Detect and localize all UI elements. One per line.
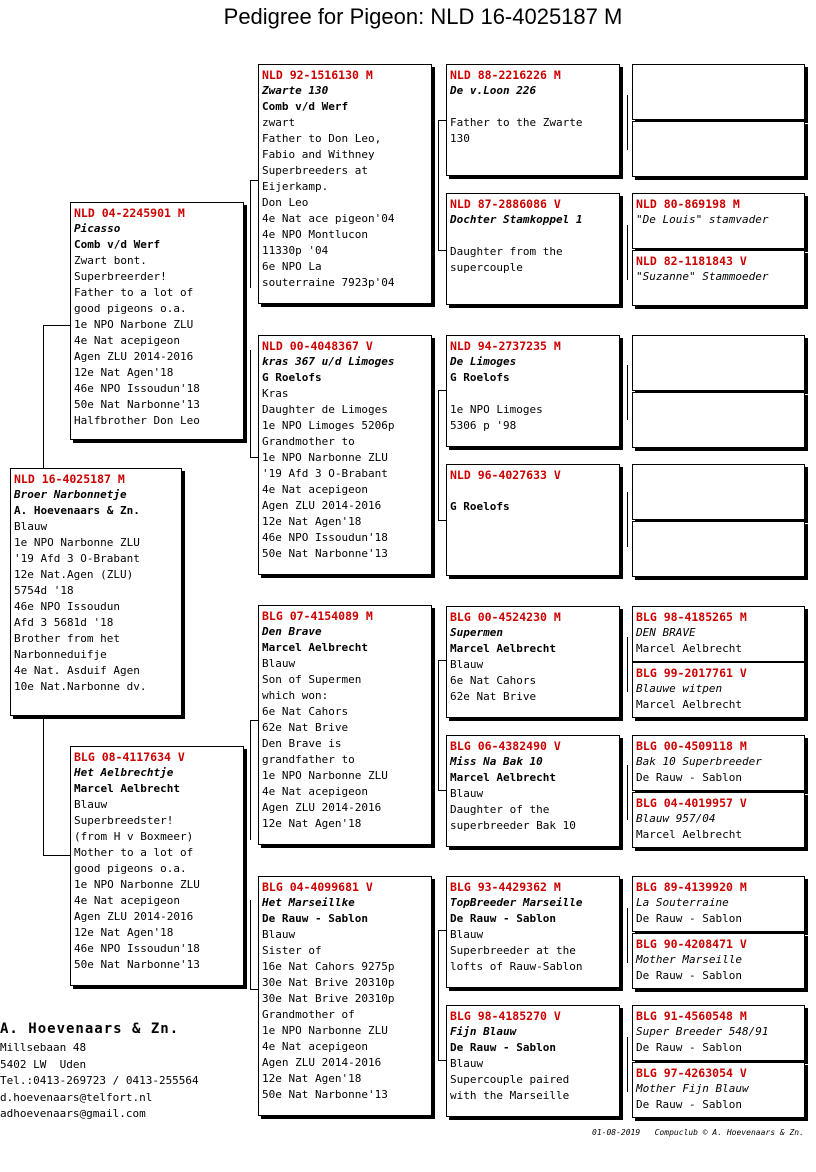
- pigeon-info-line: 30e Nat Brive 20310p: [262, 976, 395, 989]
- pigeon-card-dam[interactable]: [70, 746, 244, 986]
- breeder-email[interactable]: adhoevenaars@gmail.com: [0, 1107, 146, 1120]
- pigeon-card-gen4[interactable]: [632, 464, 805, 520]
- pigeon-info-line: Kras: [262, 387, 289, 400]
- pigeon-name: Bak 10 Superbreeder: [636, 755, 762, 768]
- pigeon-info-line: zwart: [262, 116, 296, 129]
- pigeon-info-line: 12e Nat Agen'18: [262, 1072, 362, 1085]
- pigeon-name: Blauw 957/04: [636, 812, 716, 825]
- pigeon-info-line: Blauw: [450, 787, 484, 800]
- connector-line: [627, 765, 628, 820]
- footer-credit: 01-08-2019 Compuclub © A. Hoevenaars & Zn.: [592, 1128, 804, 1137]
- pigeon-name: Miss Na Bak 10: [450, 755, 543, 768]
- pigeon-name: Dochter Stamkoppel 1: [450, 213, 583, 226]
- pigeon-info-line: 1e NPO Limoges 5206p: [262, 419, 395, 432]
- pigeon-card-gen4[interactable]: [632, 876, 805, 932]
- pigeon-owner: Marcel Aelbrecht: [636, 828, 742, 841]
- pigeon-card-gen3[interactable]: [446, 335, 620, 447]
- pigeon-owner: Marcel Aelbrecht: [74, 782, 180, 795]
- ring-number: NLD 00-4048367 V: [262, 339, 373, 353]
- pigeon-info-line: 46e NPO Issoudun'18: [74, 382, 200, 395]
- pigeon-info-line: Narbonneduifje: [14, 648, 107, 661]
- pigeon-owner: Comb v/d Werf: [74, 238, 161, 251]
- pigeon-card-dam-sire[interactable]: [258, 605, 432, 845]
- pigeon-name: Picasso: [74, 222, 121, 235]
- pigeon-info-line: Blauw: [14, 520, 48, 533]
- ring-number: NLD 16-4025187 M: [14, 472, 125, 486]
- ring-number: BLG 90-4208471 V: [636, 937, 747, 951]
- ring-number: NLD 87-2886086 V: [450, 197, 561, 211]
- pigeon-name: kras 367 u/d Limoges: [262, 355, 395, 368]
- connector-line: [438, 1060, 446, 1061]
- breeder-email[interactable]: d.hoevenaars@telfort.nl: [0, 1090, 153, 1104]
- pigeon-card-gen3[interactable]: [446, 464, 620, 576]
- connector-line: [250, 457, 258, 458]
- pigeon-info-line: with the Marseille: [450, 1089, 570, 1102]
- pigeon-owner: G Roelofs: [262, 371, 322, 384]
- pigeon-owner: De Rauw - Sablon: [636, 1098, 742, 1111]
- pigeon-info-line: Zwart bont.: [74, 254, 147, 267]
- pigeon-info-line: Daughter from the: [450, 245, 563, 258]
- connector-line: [250, 989, 258, 990]
- pigeon-name: Blauwe witpen: [636, 682, 723, 695]
- pigeon-card-gen3[interactable]: [446, 64, 620, 176]
- pigeon-info-line: Eijerkamp.: [262, 180, 329, 193]
- connector-line: [43, 716, 44, 856]
- connector-line: [438, 250, 446, 251]
- pigeon-info-line: Agen ZLU 2014-2016: [262, 801, 382, 814]
- pigeon-owner: Marcel Aelbrecht: [450, 771, 556, 784]
- ring-number: BLG 97-4263054 V: [636, 1066, 747, 1080]
- ring-number: NLD 96-4027633 V: [450, 468, 561, 482]
- pigeon-owner: De Rauw - Sablon: [262, 912, 368, 925]
- pigeon-name: La Souterraine: [636, 896, 729, 909]
- ring-number: BLG 00-4509118 M: [636, 739, 747, 753]
- ring-number: NLD 88-2216226 M: [450, 68, 561, 82]
- pigeon-info-line: 11330p '04: [262, 244, 329, 257]
- pigeon-info-line: 4e Nat ace pigeon'04: [262, 212, 395, 225]
- pigeon-info-line: 10e Nat.Narbonne dv.: [14, 680, 147, 693]
- pigeon-info-line: 12e Nat Agen'18: [74, 366, 174, 379]
- pigeon-owner: Marcel Aelbrecht: [262, 641, 368, 654]
- pigeon-info-line: superbreeder Bak 10: [450, 819, 576, 832]
- connector-line: [250, 350, 251, 458]
- connector-line: [438, 930, 446, 931]
- pigeon-name: Mother Fijn Blauw: [636, 1082, 749, 1095]
- pigeon-card-gen4[interactable]: [632, 335, 805, 391]
- pigeon-info-line: Father to a lot of: [74, 286, 194, 299]
- pigeon-info-line: [450, 386, 616, 402]
- connector-line: [438, 930, 439, 1060]
- ring-number: BLG 04-4099681 V: [262, 880, 373, 894]
- ring-number: BLG 00-4524230 M: [450, 610, 561, 624]
- pigeon-info-line: 16e Nat Cahors 9275p: [262, 960, 395, 973]
- pigeon-name: Het Aelbrechtje: [74, 766, 174, 779]
- pigeon-info-line: Son of Supermen: [262, 673, 362, 686]
- pigeon-name: Supermen: [450, 626, 503, 639]
- pigeon-info-line: 50e Nat Narbonne'13: [262, 547, 388, 560]
- pigeon-info-line: 46e NPO Issoudun: [14, 600, 120, 613]
- connector-line: [627, 1037, 628, 1092]
- pigeon-owner: De Rauw - Sablon: [636, 969, 742, 982]
- pigeon-info-line: 50e Nat Narbonne'13: [74, 958, 200, 971]
- pigeon-info-line: 4e Nat acepigeon: [74, 894, 180, 907]
- pigeon-info-line: Supercouple paired: [450, 1073, 570, 1086]
- ring-number: BLG 08-4117634 V: [74, 750, 185, 764]
- connector-line: [438, 790, 446, 791]
- ring-number: NLD 82-1181843 V: [636, 254, 747, 268]
- pigeon-name: Broer Narbonnetje: [14, 488, 127, 501]
- pigeon-info-line: which won:: [262, 689, 329, 702]
- ring-number: NLD 80-869198 M: [636, 197, 740, 211]
- pigeon-info-line: 4e Nat acepigeon: [262, 483, 368, 496]
- pigeon-card-gen4[interactable]: [632, 193, 805, 249]
- pigeon-info-line: 62e Nat Brive: [450, 690, 537, 703]
- pigeon-info-line: Blauw: [262, 657, 296, 670]
- connector-line: [438, 660, 439, 790]
- pigeon-info-line: 50e Nat Narbonne'13: [262, 1088, 388, 1101]
- pigeon-info-line: Blauw: [74, 798, 108, 811]
- pigeon-info-line: 12e Nat Agen'18: [262, 817, 362, 830]
- pigeon-card-gen4[interactable]: [632, 933, 805, 989]
- pigeon-info-line: 4e Nat. Asduif Agen: [14, 664, 140, 677]
- ring-number: BLG 98-4185265 M: [636, 610, 747, 624]
- pigeon-info-line: Agen ZLU 2014-2016: [74, 910, 194, 923]
- connector-line: [43, 855, 71, 856]
- pigeon-info-line: Blauw: [262, 928, 296, 941]
- pigeon-info-line: 6e Nat Cahors: [262, 705, 349, 718]
- connector-line: [438, 120, 446, 121]
- pigeon-name: Zwarte 130: [262, 84, 329, 97]
- pigeon-name: DEN BRAVE: [636, 626, 696, 639]
- pigeon-info-line: 1e NPO Narbone ZLU: [74, 318, 194, 331]
- pigeon-info-line: Blauw: [450, 658, 484, 671]
- pigeon-info-line: 12e Nat Agen'18: [262, 515, 362, 528]
- pigeon-info-line: Father to the Zwarte: [450, 116, 583, 129]
- pigeon-card-gen4[interactable]: [632, 1062, 805, 1118]
- pigeon-info-line: 46e NPO Issoudun'18: [74, 942, 200, 955]
- connector-line: [250, 720, 258, 721]
- pigeon-owner: De Rauw - Sablon: [450, 1041, 556, 1054]
- ring-number: NLD 94-2737235 M: [450, 339, 561, 353]
- pigeon-info-line: supercouple: [450, 261, 523, 274]
- pigeon-owner: De Rauw - Sablon: [636, 771, 742, 784]
- pigeon-card-gen4[interactable]: [632, 1005, 805, 1061]
- pigeon-info-line: Sister of: [262, 944, 322, 957]
- pigeon-owner: G Roelofs: [450, 500, 510, 513]
- pigeon-card-gen4[interactable]: [632, 521, 805, 577]
- pigeon-info-line: 4e Nat acepigeon: [262, 1040, 368, 1053]
- pigeon-info-line: 6e NPO La: [262, 260, 322, 273]
- ring-number: BLG 04-4019957 V: [636, 796, 747, 810]
- pigeon-info-line: Superbreedster!: [74, 814, 174, 827]
- pigeon-info-line: 5754d '18: [14, 584, 74, 597]
- connector-line: [250, 180, 251, 288]
- pigeon-owner: De Rauw - Sablon: [450, 912, 556, 925]
- pigeon-info-line: [450, 99, 616, 115]
- pigeon-card-gen3[interactable]: [446, 606, 620, 718]
- pigeon-info-line: Blauw: [450, 928, 484, 941]
- pigeon-info-line: '19 Afd 3 O-Brabant: [262, 467, 388, 480]
- pigeon-info-line: 1e NPO Limoges: [450, 403, 543, 416]
- connector-line: [627, 225, 628, 280]
- pigeon-card-gen4[interactable]: [632, 606, 805, 662]
- connector-line: [438, 520, 446, 521]
- pigeon-info-line: 12e Nat Agen'18: [74, 926, 174, 939]
- pigeon-info-line: Grandmother of: [262, 1008, 355, 1021]
- pigeon-name: De v.Loon 226: [450, 84, 537, 97]
- pigeon-card-gen4[interactable]: [632, 735, 805, 791]
- pigeon-card-gen3[interactable]: [446, 735, 620, 847]
- pigeon-info-line: 1e NPO Narbonne ZLU: [14, 536, 140, 549]
- connector-line: [438, 390, 439, 520]
- pigeon-card-subject[interactable]: [10, 468, 182, 716]
- pigeon-card-gen4[interactable]: [632, 662, 805, 718]
- pigeon-info-line: 1e NPO Narbonne ZLU: [74, 878, 200, 891]
- pigeon-info-line: grandfather to: [262, 753, 355, 766]
- pigeon-info-line: Superbreeders at: [262, 164, 368, 177]
- pigeon-info-line: 62e Nat Brive: [262, 721, 349, 734]
- pigeon-name: Mother Marseille: [636, 953, 742, 966]
- pigeon-info-line: Superbreerder!: [74, 270, 167, 283]
- connector-line: [43, 325, 44, 470]
- pigeon-owner: A. Hoevenaars & Zn.: [14, 504, 140, 517]
- connector-line: [438, 120, 439, 250]
- connector-line: [43, 325, 71, 326]
- pigeon-info-line: Grandmother to: [262, 435, 355, 448]
- pigeon-info-line: 6e Nat Cahors: [450, 674, 537, 687]
- pigeon-card-gen4[interactable]: [632, 250, 805, 306]
- pigeon-info-line: [450, 228, 616, 244]
- pigeon-card-gen4[interactable]: [632, 792, 805, 848]
- pigeon-owner: Comb v/d Werf: [262, 100, 349, 113]
- pigeon-info-line: 12e Nat.Agen (ZLU): [14, 568, 134, 581]
- ring-number: BLG 93-4429362 M: [450, 880, 561, 894]
- pigeon-info-line: 50e Nat Narbonne'13: [74, 398, 200, 411]
- connector-line: [250, 720, 251, 840]
- pigeon-info-line: Mother to a lot of: [74, 846, 194, 859]
- pigeon-info-line: 4e Nat acepigeon: [74, 334, 180, 347]
- pigeon-info-line: 4e NPO Montlucon: [262, 228, 368, 241]
- connector-line: [438, 390, 446, 391]
- connector-line: [250, 180, 258, 181]
- connector-line: [627, 637, 628, 692]
- ring-number: BLG 06-4382490 V: [450, 739, 561, 753]
- pigeon-name: Super Breeder 548/91: [636, 1025, 769, 1038]
- pigeon-info-line: (from H v Boxmeer): [74, 830, 194, 843]
- pigeon-name: Den Brave: [262, 625, 322, 638]
- pigeon-card-dam-dam[interactable]: [258, 876, 432, 1116]
- pigeon-card-sire-sire[interactable]: [258, 64, 432, 304]
- connector-line: [627, 365, 628, 420]
- spacer: [450, 483, 616, 499]
- pigeon-info-line: Fabio and Withney: [262, 148, 375, 161]
- ring-number: BLG 98-4185270 V: [450, 1009, 561, 1023]
- breeder-phone: Tel.:0413-269723 / 0413-255564: [0, 1074, 199, 1087]
- pigeon-owner: De Rauw - Sablon: [636, 912, 742, 925]
- pigeon-info-line: 130: [450, 132, 470, 145]
- pigeon-name: TopBreeder Marseille: [450, 896, 583, 909]
- pigeon-info-line: Brother from het: [14, 632, 120, 645]
- pigeon-name: "De Louis" stamvader: [636, 213, 769, 226]
- breeder-name: A. Hoevenaars & Zn.: [0, 1021, 180, 1037]
- pigeon-card-sire-dam[interactable]: [258, 335, 432, 575]
- pigeon-info-line: Superbreeder at the: [450, 944, 576, 957]
- ring-number: BLG 99-2017761 V: [636, 666, 747, 680]
- ring-number: NLD 04-2245901 M: [74, 206, 185, 220]
- page-title: Pedigree for Pigeon: NLD 16-4025187 M: [223, 4, 623, 29]
- pigeon-name: Het Marseillke: [262, 896, 355, 909]
- pigeon-info-line: '19 Afd 3 O-Brabant: [14, 552, 140, 565]
- breeder-postal: 5402 LW Uden: [0, 1057, 87, 1071]
- ring-number: NLD 92-1516130 M: [262, 68, 373, 82]
- pigeon-name: De Limoges: [450, 355, 517, 368]
- connector-line: [627, 95, 628, 150]
- pigeon-card-gen4[interactable]: [632, 64, 805, 120]
- pigeon-info-line: 46e NPO Issoudun'18: [262, 531, 388, 544]
- pigeon-info-line: 1e NPO Narbonne ZLU: [262, 451, 388, 464]
- pigeon-info-line: Daughter de Limoges: [262, 403, 388, 416]
- pigeon-info-line: 1e NPO Narbonne ZLU: [262, 1024, 388, 1037]
- pigeon-info-line: 4e Nat acepigeon: [262, 785, 368, 798]
- pigeon-info-line: good pigeons o.a.: [74, 862, 187, 875]
- pigeon-info-line: Blauw: [450, 1057, 484, 1070]
- pigeon-info-line: 30e Nat Brive 20310p: [262, 992, 395, 1005]
- pigeon-card-gen3[interactable]: [446, 193, 620, 305]
- pigeon-card-gen4[interactable]: [632, 392, 805, 448]
- pigeon-info-line: Halfbrother Don Leo: [74, 414, 200, 427]
- pigeon-card-gen4[interactable]: [632, 121, 805, 177]
- pigeon-name: "Suzanne" Stammoeder: [636, 270, 769, 283]
- pigeon-card-gen3[interactable]: [446, 1005, 620, 1117]
- pigeon-info-line: Agen ZLU 2014-2016: [262, 499, 382, 512]
- pigeon-info-line: lofts of Rauw-Sablon: [450, 960, 583, 973]
- connector-line: [627, 908, 628, 963]
- ring-number: BLG 89-4139920 M: [636, 880, 747, 894]
- pigeon-info-line: Don Leo: [262, 196, 309, 209]
- pigeon-info-line: good pigeons o.a.: [74, 302, 187, 315]
- pigeon-info-line: souterraine 7923p'04: [262, 276, 395, 289]
- pigeon-name: Fijn Blauw: [450, 1025, 517, 1038]
- pigeon-card-gen3[interactable]: [446, 876, 620, 988]
- pigeon-owner: G Roelofs: [450, 371, 510, 384]
- connector-line: [438, 660, 446, 661]
- pigeon-info-line: Father to Don Leo,: [262, 132, 382, 145]
- pigeon-owner: Marcel Aelbrecht: [450, 642, 556, 655]
- pigeon-owner: Marcel Aelbrecht: [636, 698, 742, 711]
- ring-number: BLG 91-4560548 M: [636, 1009, 747, 1023]
- pigeon-info-line: Agen ZLU 2014-2016: [262, 1056, 382, 1069]
- breeder-address: Millsebaan 48: [0, 1041, 87, 1054]
- pigeon-info-line: Afd 3 5681d '18: [14, 616, 114, 629]
- pigeon-info-line: Daughter of the: [450, 803, 550, 816]
- pigeon-info-line: 5306 p '98: [450, 419, 517, 432]
- breeder-info: [0, 1018, 199, 1123]
- connector-line: [250, 900, 251, 990]
- ring-number: BLG 07-4154089 M: [262, 609, 373, 623]
- pigeon-info-line: Agen ZLU 2014-2016: [74, 350, 194, 363]
- pigeon-info-line: Den Brave is: [262, 737, 342, 750]
- pigeon-owner: Marcel Aelbrecht: [636, 642, 742, 655]
- pigeon-owner: De Rauw - Sablon: [636, 1041, 742, 1054]
- connector-line: [627, 492, 628, 547]
- pigeon-info-line: 1e NPO Narbonne ZLU: [262, 769, 388, 782]
- pigeon-card-sire[interactable]: [70, 202, 244, 440]
